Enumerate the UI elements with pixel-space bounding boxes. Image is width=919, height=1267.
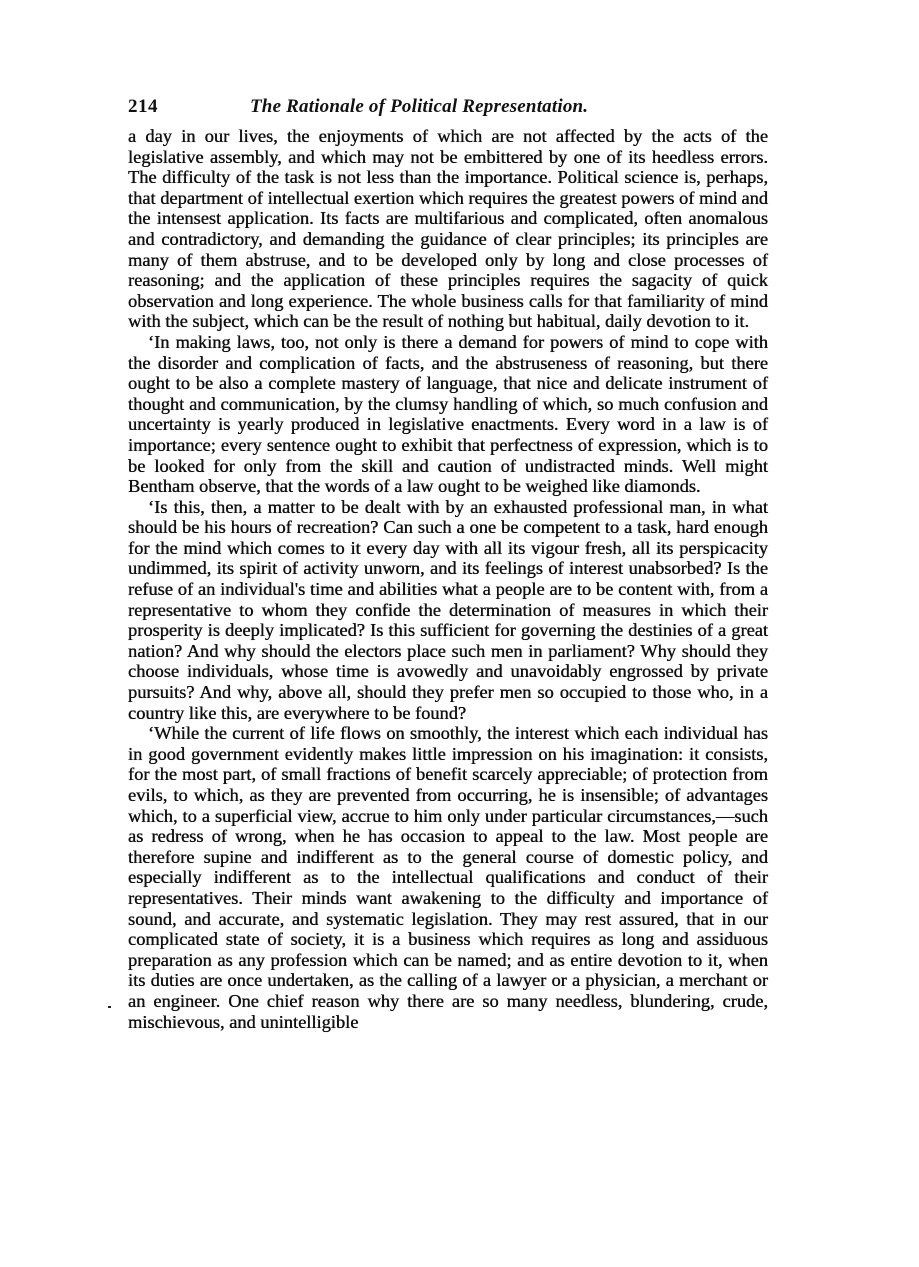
paragraph-2: ‘In making laws, too, not only is there a demand for powers of mind to cope with the disorder and complication of facts, and the abstruseness of reasoning, but there ought to be also a complete mastery of language, that nice and delicate instrument of thought and communication, by the clumsy handling of which, so much confusion and uncertainty is yearly produced in legislative enactments. Every word in a law is of importance; every sentence ought to exhibit that perfectness of expression, which is to be looked for only from the skill and caution of undistracted minds. Well might Bentham observe, that the words of a law ought to be weighed like diamonds.: [128, 331, 768, 497]
page-number: 214: [128, 96, 158, 117]
paragraph-4: ‘While the current of life flows on smoothly, the interest which each individual has in good government evidently makes little impression on his imagination: it consists, for the most part, of small fractions of benefit scarcely appreciable; of protection from evils, to which, as they are prevented from occurring, he is insensible; of advantages which, to a superficial view, accrue to him only under particular circumstances,—such as redress of wrong, when he has occasion to appeal to the law. Most people are therefore supine and indifferent as to the general course of domestic policy, and especially indifferent as to the intellectual qualifications and conduct of their representatives. Their minds want awakening to the difficulty and importance of sound, and accurate, and systematic legislation. They may rest assured, that in our complicated state of society, it is a business which requires as long and assiduous preparation as any profession which can be named; and as entire devotion to it, when its duties are once undertaken, as the calling of a lawyer or a physician, a merchant or an engineer. One chief reason why there are so many needless, blundering, crude, mischievous, and unintelligible: [128, 723, 768, 1032]
body-text: [128, 126, 768, 1032]
paragraph-3: ‘Is this, then, a matter to be dealt with by an exhausted professional man, in what should be his hours of recreation? Can such a one be competent to a task, hard enough for the mind which comes to it every day with all its vigour fresh, all its perspicacity undimmed, its spirit of activity unworn, and its feelings of interest unabsorbed? Is the refuse of an individual's time and abilities what a people are to be content with, from a representative to whom they confide the determination of measures in which their prosperity is deeply implicated? Is this sufficient for governing the destinies of a great nation? And why should the electors place such men in parliament? Why should they choose individuals, whose time is avowedly and unavoidably engrossed by private pursuits? And why, above all, should they prefer men so occupied to those who, in a country like this, are everywhere to be found?: [128, 496, 768, 723]
running-head: [128, 96, 768, 122]
margin-mark: [108, 1006, 111, 1008]
paragraph-1: a day in our lives, the enjoyments of which are not affected by the acts of the legislative assembly, and which may not be embittered by one of its heedless errors. The difficulty of the task is not less than the importance. Political science is, perhaps, that department of intellectual exertion which requires the greatest powers of mind and the intensest application. Its facts are multifarious and complicated, often anomalous and contradictory, and demanding the guidance of clear principles; its principles are many of them abstruse, and to be developed only by long and close processes of reasoning; and the application of these principles requires the sagacity of quick observation and long experience. The whole business calls for that familiarity of mind with the subject, which can be the result of nothing but habitual, daily devotion to it.: [128, 126, 768, 332]
book-page: [128, 96, 768, 1032]
running-title: The Rationale of Political Representation.: [250, 96, 589, 117]
